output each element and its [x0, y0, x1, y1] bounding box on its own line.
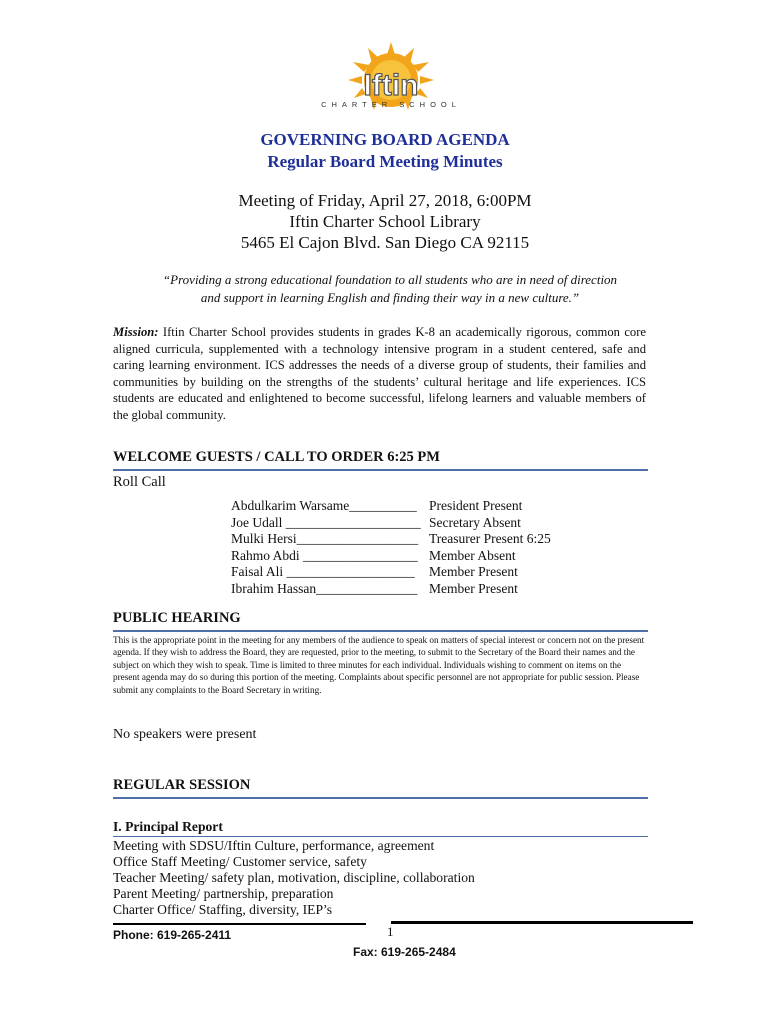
motto-line-2: and support in learning English and finding their way in a new culture.”: [200, 290, 580, 305]
footer-fax: Fax: 619-265-2484: [353, 945, 456, 959]
list-item: [231, 498, 551, 515]
public-hearing-text: This is the appropriate point in the meeting for any members of the audience to speak on matters of special interest or concern not on the present agenda. If they wish to address the Board, they are requested, prior to the meeting, to submit to the Secretary of the Board their names and the subject on which they wish to speak. Time is limited to three minutes for each individual. Individuals wishing to comment on items on the present agenda may do so during this portion of the meeting. Complaints about specific personnel are not appropriate for public session. Please submit any complaints to the Board Secretary in writing.: [113, 635, 645, 695]
member-status: Treasurer Present 6:25: [429, 531, 551, 546]
mission-statement: [113, 324, 646, 424]
list-item: Meeting with SDSU/Iftin Culture, performance, agreement: [113, 838, 435, 853]
principal-report-heading: I. Principal Report: [113, 819, 648, 837]
page-number: 1: [387, 924, 394, 939]
member-status: Member Present: [429, 564, 518, 579]
meeting-date: Meeting of Friday, April 27, 2018, 6:00PM: [238, 191, 532, 210]
member-status: Secretary Absent: [429, 514, 521, 530]
list-item: [231, 515, 551, 532]
list-item: [231, 564, 551, 581]
welcome-heading: WELCOME GUESTS / CALL TO ORDER 6:25 PM: [113, 449, 648, 471]
footer-divider-left: [113, 923, 366, 925]
member-status: Member Present: [429, 580, 518, 596]
member-name: Abdulkarim Warsame__________: [231, 498, 417, 513]
school-logo: [298, 40, 484, 118]
list-item: [231, 548, 551, 565]
member-name: Ibrahim Hassan_______________: [231, 580, 418, 596]
public-hearing-heading: PUBLIC HEARING: [113, 610, 648, 632]
public-hearing-note: No speakers were present: [113, 727, 257, 742]
member-name: Mulki Hersi__________________: [231, 531, 419, 546]
principal-report-list: [113, 838, 475, 918]
meeting-location: Iftin Charter School Library: [289, 212, 481, 231]
member-status: President Present: [429, 498, 523, 513]
member-name: Joe Udall ____________________: [231, 514, 421, 530]
roll-call-label: Roll Call: [113, 474, 166, 490]
member-status: Member Absent: [429, 547, 516, 563]
meeting-address: 5465 El Cajon Blvd. San Diego CA 92115: [240, 233, 530, 252]
motto-line-1: “Providing a strong educational foundation to all students who are in need of direction: [162, 272, 618, 287]
logo-subtext: CHARTER SCHOOL: [321, 100, 461, 109]
list-item: Parent Meeting/ partnership, preparation: [113, 886, 334, 901]
mission-label: Mission:: [113, 325, 159, 339]
member-name: Faisal Ali ___________________: [231, 564, 415, 579]
logo-text: Iftin: [363, 69, 419, 102]
footer-divider-right: [391, 921, 693, 924]
footer-phone: Phone: 619-265-2411: [113, 928, 232, 942]
list-item: Charter Office/ Staffing, diversity, IEP’s: [113, 902, 333, 917]
school-motto: [140, 271, 640, 307]
roll-call-list: [231, 498, 551, 597]
list-item: Teacher Meeting/ safety plan, motivation, discipline, collaboration: [113, 870, 475, 885]
list-item: [231, 531, 551, 548]
page-subtitle: Regular Board Meeting Minutes: [267, 152, 503, 171]
member-name: Rahmo Abdi _________________: [231, 547, 418, 563]
page-title: GOVERNING BOARD AGENDA: [260, 130, 510, 149]
mission-text: Iftin Charter School provides students in grades K-8 an academically rigorous, common core aligned curricula, supplemented with a technology intensive program in a student centered, safe and caring learning environment. ICS addresses the needs of a diverse group of students, their families and communities by building on the strengths of the students’ cultural heritage and life experiences. ICS students are educated and enlightened to become successful, lifelong learners and valuable members of the global community.: [113, 325, 646, 422]
regular-session-heading: REGULAR SESSION: [113, 777, 648, 799]
list-item: [231, 581, 551, 598]
list-item: Office Staff Meeting/ Customer service, safety: [113, 854, 367, 869]
